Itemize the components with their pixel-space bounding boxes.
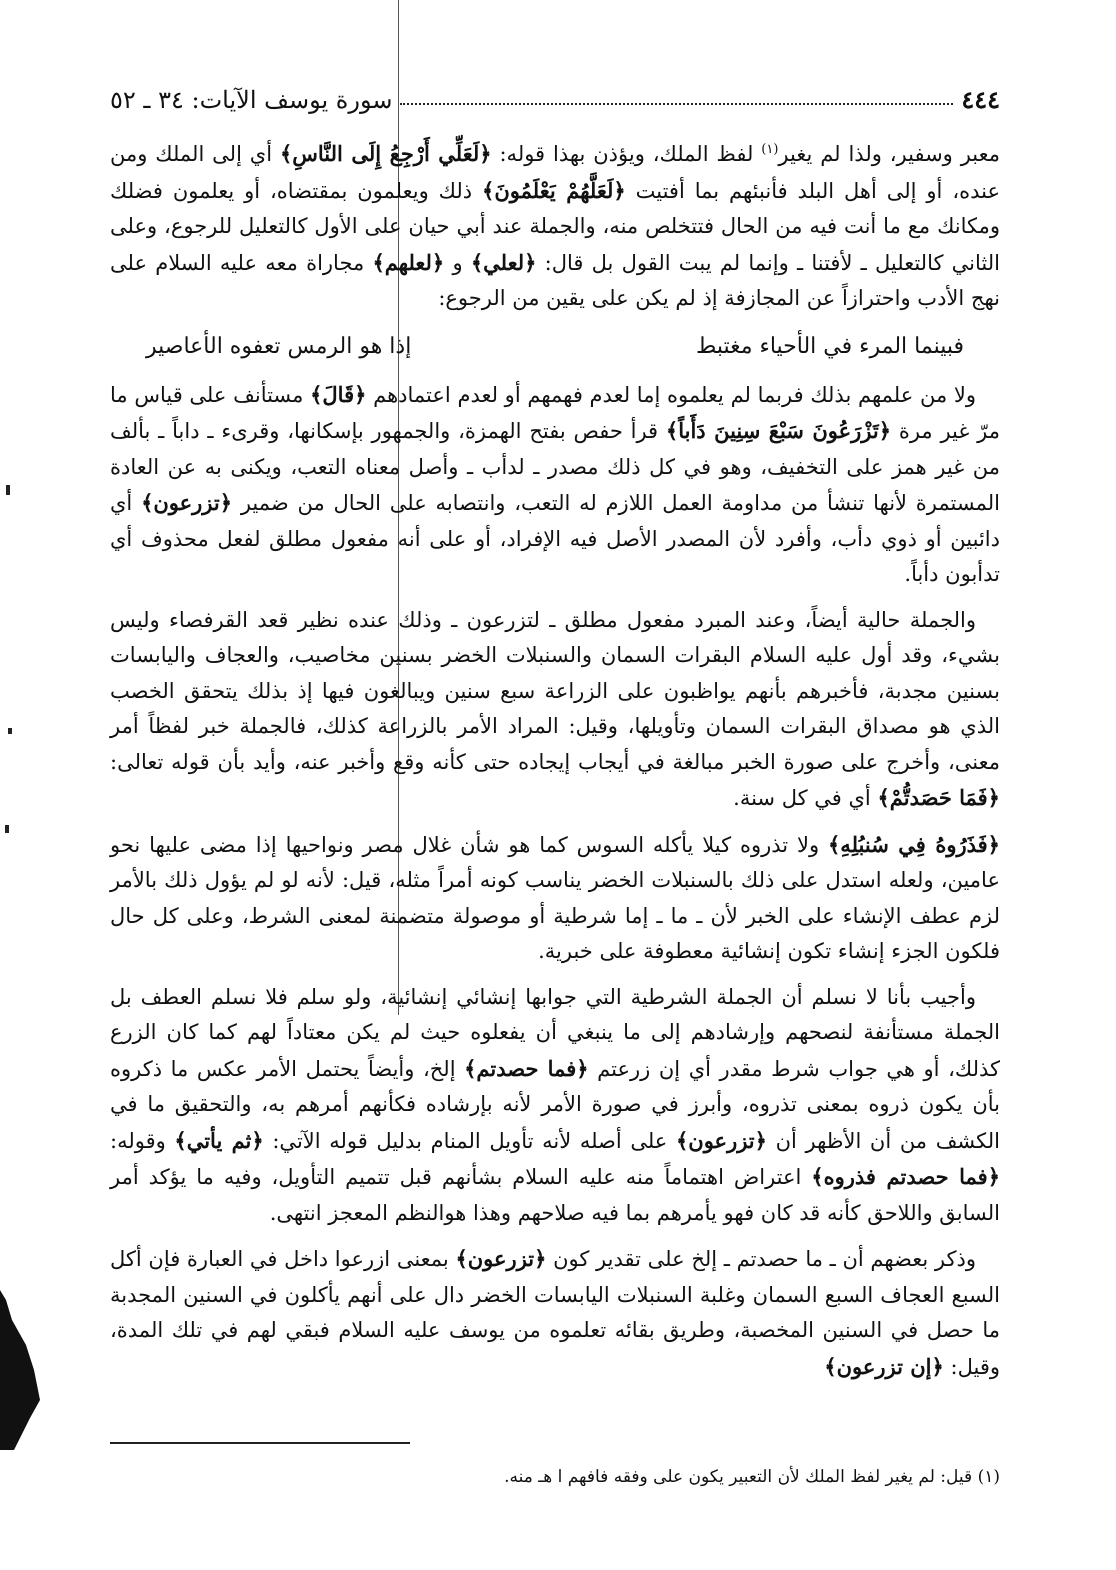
quran-quote: ﴿لَعَلَّهُمْ يَعْلَمُونَ﴾ [482,177,626,203]
paragraph-4 [110,827,1000,970]
text-run: بمعنى ازرعوا داخل في العبارة فإن أكل السبع العجاف السبع السمان وغلبة السنبلات اليابسات الخضر دال على أنهم يأكلون في السنين المجدبة ما حصل في السنين المخصبة، وطريق بقائه تعلموه من يوسف عليه السلام فبقي لهم في تلك المدة، وقيل: [109,1247,1000,1379]
verse-first-hemistich: فبينما المرء في الأحياء مغتبط [695,333,964,359]
text-run: ولا من علمهم بذلك فربما لم يعلموه إما لعدم فهمهم أو لعدم اعتمادهم [366,382,977,407]
footnote-text: قيل: لم يغير لفظ الملك لأن التعبير يكون على وفقه فافهم ا هـ منه. [504,1467,973,1487]
scan-speck [6,485,10,495]
quran-quote: ﴿فما حصدتم فذروه﴾ [811,1164,1000,1189]
header-leader-dots [400,102,953,105]
text-run: قرأ حفص بفتح الهمزة، والجمهور بإسكانها، وقرىء ـ داباً ـ بألف من غير همز على التخفيف، وهو في كل ذلك مصدر ـ لدأب ـ وأصل معناه التعب، ويكنى به عن العادة المستمرة لأنها تنشأ من مداومة العمل اللازم له التعب، وانتصابه على الحال من ضمير [110,419,1000,515]
scan-edge-blot [0,1290,48,1450]
paragraph-6 [110,1241,1000,1385]
footnote-number: (١) [977,1467,1000,1487]
text-run: أي دائبين أو ذوي دأب، وأفرد لأن المصدر الأصل فيه الإفراد، أو على أنه مفعول مطلق لفعل محذوف أي تدأبون دأباً. [110,491,1000,586]
scan-speck [8,728,12,734]
page-number: ٤٤٤ [961,85,1000,114]
verse-second-hemistich: إذا هو الرمس تعفوه الأعاصير [146,333,412,359]
quran-quote: ﴿لَعَلِّي أَرْجِعُ إِلَى النَّاسِ﴾ [279,141,492,166]
text-run: والجملة حالية أيضاً، وعند المبرد مفعول مطلق ـ لتزرعون ـ وذلك عنده نظير قعد القرفصاء وليس بشيء، وقد أول عليه السلام البقرات السمان والسنبلات الخضر بسنين مخاصيب، والعجاف واليابسات بسنين مجدبة، فأخبرهم بأنهم يواظبون على الزراعة سبع سنين ويبالغون فيها إذ بذلك يتحقق الخصب الذي هو مصداق البقرات السمان وتأويلها، وقيل: المراد الأمر بالزراعة كذلك، فالجملة خبر لفظاً أمر معنى، وأخرج على صورة الخبر مبالغة في أيجاب إيجاده حتى كأنه وقع وأخبر عنه، وأيد بأن قوله تعالى: [110,607,1000,774]
poetry-verse [110,327,1000,377]
scan-speck [5,825,9,833]
quran-quote: ﴿لعلهم﴾ [372,249,445,275]
quran-quote: ﴿تزرعون﴾ [141,490,233,515]
surah-title: سورة يوسف الآيات: ٣٤ ـ ٥٢ [110,86,393,114]
text-run: وقوله: [110,1128,175,1153]
text-run: أي في كل سنة. [733,786,878,810]
running-header [110,80,1000,114]
text-run: مجاراة معه عليه السلام على نهج الأدب واحترازاً عن المجازفة إذ لم يكن على يقين من الرجوع: [110,250,1000,310]
quran-quote: ﴿إن تزرعون﴾ [824,1353,944,1379]
paragraph-2 [110,377,1000,593]
paragraph-3 [110,603,1000,817]
text-run: على أصله لأنه تأويل المنام بدليل قوله الآتي: [263,1128,676,1153]
paragraph-1 [110,132,1000,317]
quran-quote: ﴿فَمَا حَصَدتُّمْ﴾ [877,785,1000,810]
quran-quote: ﴿تزرعون﴾ [675,1127,767,1153]
quran-quote: ﴿تَزْرَعُونَ سَبْعَ سِنِينَ دَأَباً﴾ [665,418,892,443]
text-run: وأجيب بأنا لا نسلم أن الجملة الشرطية التي جوابها إنشائي إنشائية، ولو سلم فلا نسلم العطف بل الجملة مستأنفة لنصحهم وإرشادهم إلى ما ينبغي أن يفعلوه حيث لم يكن معتاداً لهم كما كان الزرع كذلك، أو هي جواب شرط مقدر أي إن زرعتم [110,984,1000,1081]
text-run: أي إلى الملك ومن عنده، أو إلى أهل البلد فأنبئهم بما أفتيت [110,142,1000,203]
footnote [110,1464,1000,1490]
text-run: معبر وسفير، ولذا لم يغير [778,142,1000,166]
text-run: ولا تذروه كيلا يأكله السوس كما هو شأن غلال مصر ونواحيها إذا مضى عليها نحو عامين، ولعله استدل على ذلك بالسنبلات الخضر يناسب كونه أمراً مثله، قيل: لأنه لو لم يؤول ذلك بالأمر لزم عطف الإنشاء على الخبر لأن ـ ما ـ إما شرطية أو موصولة متضمنة لمعنى الشرط، وعلى كل حال فلكون الجزء إنشاء تكون إنشائية معطوفة على خبرية. [110,832,1000,963]
book-page [110,70,1000,1530]
text-run: و [444,250,471,275]
quran-quote: ﴿فَذَرُوهُ فِي سُنبُلِهِ﴾ [828,831,1000,857]
text-run: ذلك ويعلمون بمقتضاه، أو يعلمون فضلك ومكانك مع ما أنت فيه من الحال فتتخلص منه، والجملة عند أبي حيان على الأول كالتعليل للرجوع، وعلى الثاني كالتعليل ـ لأفتنا ـ وإنما لم يبت القول بل قال: [110,178,1000,275]
commentary-body [110,132,1000,1395]
footnote-separator [110,1442,410,1444]
quran-quote: ﴿فما حصدتم﴾ [464,1055,589,1081]
text-run: لفظ الملك، ويؤذن بهذا قوله: [491,142,762,166]
footnote-ref: (١) [761,142,779,157]
quran-quote: ﴿لعلي﴾ [470,249,537,275]
paragraph-5 [110,980,1000,1232]
text-run: وذكر بعضهم أن ـ ما حصدتم ـ إلخ على تقدير كون [546,1247,976,1271]
quran-quote: ﴿ثم يأتي﴾ [174,1127,264,1153]
text-run: مستأنف على قياس ما مرّ غير مرة [110,382,1001,443]
quran-quote: ﴿قَالَ﴾ [310,381,367,407]
text-run: اعتراض اهتماماً منه عليه السلام بشأنهم قبل تتميم التأويل، وفيه ما يؤكد أمر السابق واللاحق كأنه قد كان فهو يأمرهم بما فيه صلاحهم وهذا هوالنظم المعجز انتهى. [110,1165,1000,1225]
text-run: إلخ، وأيضاً يحتمل الأمر عكس ما ذكروه بأن يكون ذروه بمعنى تذروه، وأبرز في صورة الأمر لأنه بإرشاده فكأنهم أمرهم به، والتحقيق ما في الكشف من أن الأظهر أن [110,1056,1000,1153]
quran-quote: ﴿تزرعون﴾ [455,1246,547,1271]
